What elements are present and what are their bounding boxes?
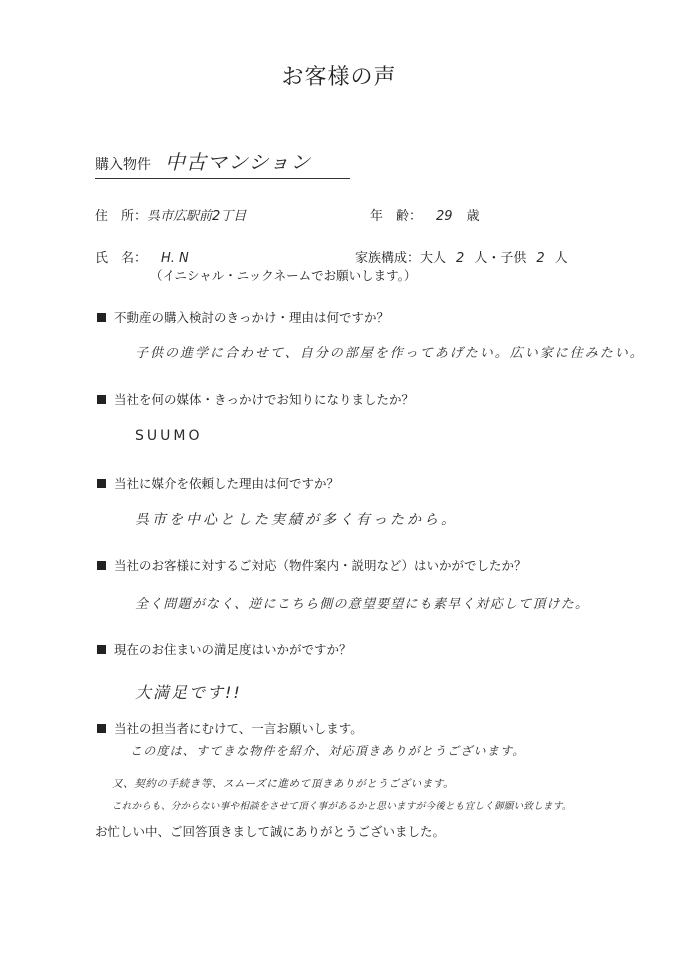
family-row — [355, 247, 568, 266]
age-unit: 歳 — [466, 209, 480, 224]
square-bullet-icon — [97, 479, 106, 488]
family-label: 家族構成： — [355, 251, 421, 266]
name-value: H. N — [161, 251, 189, 266]
question-text: 当社に媒介を依頼した理由は何ですか？ — [114, 476, 340, 491]
family-child-label: 人・子供 — [474, 251, 527, 266]
family-adult-value: 2 — [456, 251, 465, 266]
answer-5: 大満足です!! — [135, 683, 242, 702]
property-value: 中古マンション — [165, 150, 312, 174]
question-4 — [95, 556, 527, 574]
question-text: 当社のお客様に対するご対応（物件案内・説明など）はいかがでしたか？ — [114, 558, 527, 573]
name-row — [95, 247, 189, 266]
question-text: 現在のお住まいの満足度はいかがですか？ — [114, 642, 352, 657]
answer-4: 全く問題がなく、逆にこちら側の意望要望にも素早く対応して頂けた。 — [135, 597, 590, 612]
family-adult-label: 大人 — [420, 251, 447, 266]
age-value: 29 — [436, 209, 453, 224]
question-text: 当社の担当者にむけて、一言お願いします。 — [114, 721, 363, 736]
square-bullet-icon — [97, 724, 106, 733]
name-note: （イニシャル・ニックネームでお願いします。） — [150, 268, 417, 283]
square-bullet-icon — [97, 313, 106, 322]
question-1 — [95, 308, 389, 326]
name-label: 氏 名： — [95, 251, 148, 266]
square-bullet-icon — [97, 645, 106, 654]
family-child-value: 2 — [536, 251, 545, 266]
answer-6-line-1: この度は、すてきな物件を紹介、対応頂きありがとうございます。 — [130, 744, 526, 758]
answer-3: 呉市を中心とした実績が多く有ったから。 — [135, 512, 458, 528]
property-label: 購入物件 — [95, 157, 151, 173]
square-bullet-icon — [97, 561, 106, 570]
question-text: 不動産の購入検討のきっかけ・理由は何ですか？ — [114, 310, 390, 325]
closing-message: お忙しい中、ご回答頂きまして誠にありがとうございました。 — [95, 824, 446, 839]
square-bullet-icon — [97, 395, 106, 404]
age-label: 年 齢： — [370, 209, 423, 224]
question-text: 当社を何の媒体・きっかけでお知りになりましたか？ — [114, 392, 415, 407]
question-6 — [95, 719, 363, 737]
question-3 — [95, 474, 339, 492]
page-title: お客様の声 — [281, 65, 397, 90]
question-2 — [95, 390, 414, 408]
property-line — [95, 146, 350, 179]
address-value: 呉市広駅前2丁目 — [147, 209, 247, 224]
age-row — [370, 205, 480, 224]
family-unit: 人 — [554, 251, 568, 266]
answer-6-line-3: これからも、分からない事や相談をさせて頂く事があるかと思いますが今後とも宜しく御願い致します。 — [112, 801, 572, 812]
question-5 — [95, 640, 352, 658]
answer-1: 子供の進学に合わせて、自分の部屋を作ってあげたい。広い家に住みたい。 — [135, 346, 645, 361]
address-row — [95, 205, 246, 224]
answer-2: SUUMO — [135, 428, 203, 444]
address-label: 住 所： — [95, 209, 148, 224]
answer-6-line-2: 又、契約の手続き等、スムーズに進めて頂きありがとうございます。 — [112, 778, 455, 790]
